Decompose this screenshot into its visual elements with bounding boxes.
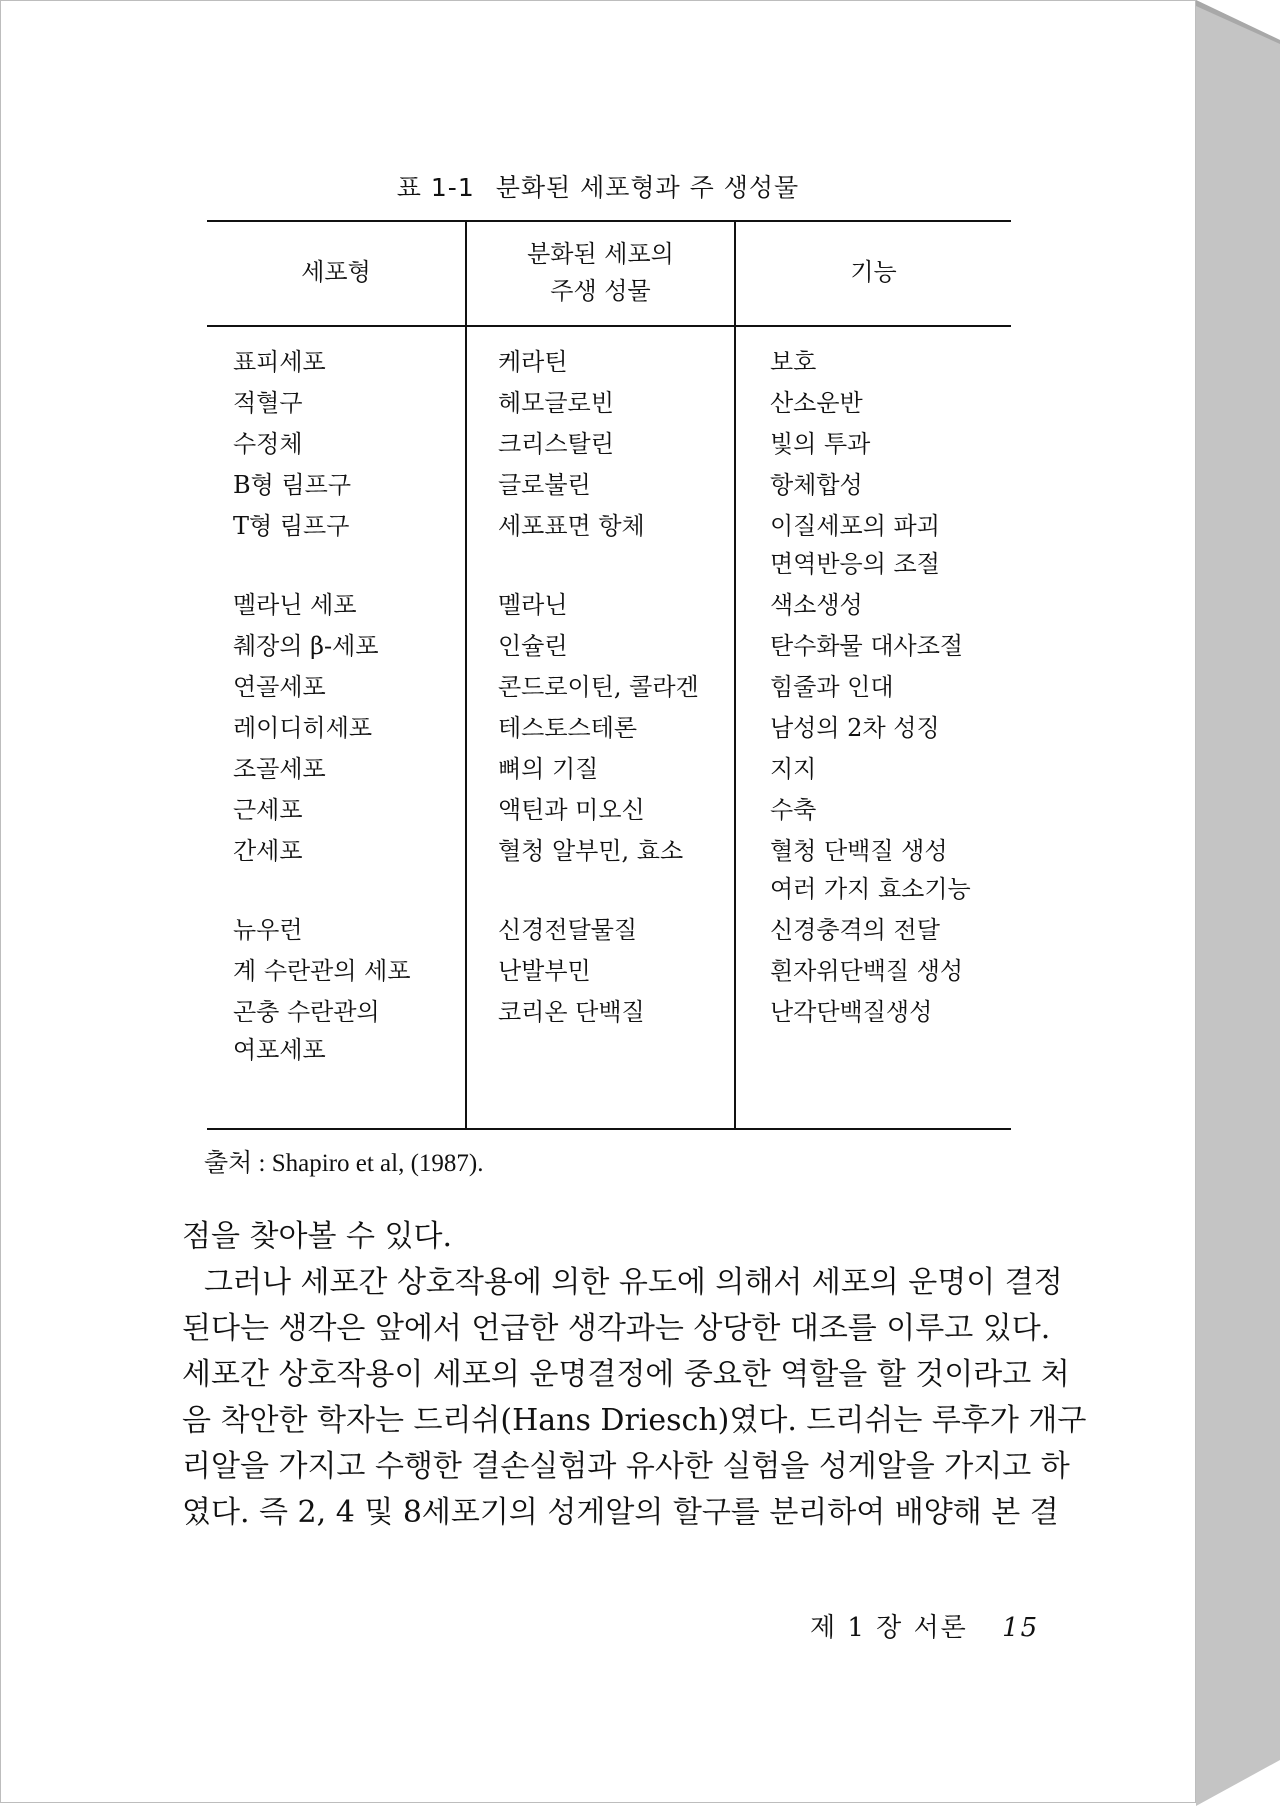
table-caption-number: 표 1-1 — [396, 173, 475, 202]
function-cell-text: 흰자위단백질 생성 — [770, 957, 964, 985]
function-cell-text: 이질세포의 파괴 — [770, 512, 940, 540]
product-cell — [465, 747, 734, 788]
table-row — [207, 706, 1011, 747]
cell-type-cell-text: 곤충 수란관의 — [233, 998, 380, 1026]
function-cell-text: 여러 가지 효소기능 — [770, 875, 971, 903]
header-function-label: 기능 — [850, 258, 897, 286]
product-cell-text: 코리온 단백질 — [498, 998, 645, 1026]
function-cell-text: 힘줄과 인대 — [770, 673, 894, 701]
product-cell — [465, 381, 734, 422]
header-cell-type — [207, 220, 465, 325]
function-cell — [734, 706, 1011, 747]
table-row — [207, 624, 1011, 665]
function-cell-text: 지지 — [770, 755, 817, 783]
cell-type-cell — [207, 949, 465, 990]
product-cell — [465, 504, 734, 545]
function-cell-text: 보호 — [770, 348, 817, 376]
product-cell-text: 액틴과 미오신 — [498, 796, 645, 824]
data-table — [207, 220, 1011, 1131]
cell-type-cell-text: 여포세포 — [233, 1036, 326, 1064]
function-cell — [734, 990, 1011, 1031]
function-cell — [734, 422, 1011, 463]
function-cell-text: 색소생성 — [770, 591, 863, 619]
function-cell — [734, 747, 1011, 788]
cell-type-cell-text: 적혈구 — [233, 389, 303, 417]
cell-type-cell-text: 조골세포 — [233, 755, 326, 783]
cell-type-cell-text: 표피세포 — [233, 348, 326, 376]
table-row — [207, 949, 1011, 990]
cell-type-cell — [207, 665, 465, 706]
function-cell — [734, 340, 1011, 381]
page-footer — [810, 1607, 1039, 1644]
function-cell-text: 남성의 2차 성징 — [770, 714, 940, 742]
product-cell — [465, 706, 734, 747]
product-cell-text: 뼈의 기질 — [498, 755, 599, 783]
cell-type-cell-text: 췌장의 β-세포 — [233, 632, 379, 660]
table-row — [207, 463, 1011, 504]
product-cell-text: 헤모글로빈 — [498, 389, 614, 417]
table-row — [207, 583, 1011, 624]
product-cell — [465, 829, 734, 870]
product-cell — [465, 463, 734, 504]
function-cell-text: 수축 — [770, 796, 817, 824]
cell-type-cell — [207, 422, 465, 463]
running-header-chapter: 제 1 장 서론 — [810, 1613, 968, 1643]
function-cell — [734, 624, 1011, 665]
body-text-line: 점을 찾아볼 수 있다. — [182, 1219, 452, 1254]
function-cell-text: 면역반응의 조절 — [770, 550, 940, 578]
body-text-line: 음 착안한 학자는 드리쉬(Hans Driesch)였다. 드리쉬는 루후가 개구 — [182, 1403, 1087, 1438]
product-cell — [465, 788, 734, 829]
function-cell — [734, 381, 1011, 422]
product-cell — [465, 340, 734, 381]
cell-type-cell — [207, 504, 465, 545]
product-cell-text: 글로불린 — [498, 471, 591, 499]
body-text-line: 된다는 생각은 앞에서 언급한 생각과는 상당한 대조를 이루고 있다. — [182, 1311, 1051, 1346]
function-cell — [734, 504, 1011, 583]
function-cell — [734, 583, 1011, 624]
product-cell — [465, 990, 734, 1031]
header-product-label-2: 주생 성물 — [550, 276, 651, 305]
cell-type-cell — [207, 829, 465, 870]
body-text-line: 였다. 즉 2, 4 및 8세포기의 성게알의 할구를 분리하여 배양해 본 결 — [182, 1495, 1059, 1530]
cell-type-cell-text: T형 림프구 — [233, 512, 350, 540]
table-row — [207, 829, 1011, 908]
table-caption — [0, 168, 1196, 204]
header-cell-type-label: 세포형 — [301, 258, 371, 286]
body-text-line: 그러나 세포간 상호작용에 의한 유도에 의해서 세포의 운명이 결정 — [204, 1265, 1063, 1300]
product-cell-text: 난발부민 — [498, 957, 591, 985]
cell-type-cell-text: 연골세포 — [233, 673, 326, 701]
product-cell-text: 테스토스테론 — [498, 714, 638, 742]
function-cell — [734, 908, 1011, 949]
header-function — [736, 220, 1011, 325]
table-row — [207, 504, 1011, 583]
cell-type-cell — [207, 788, 465, 829]
function-cell-text: 혈청 단백질 생성 — [770, 837, 948, 865]
body-text-line: 리알을 가지고 수행한 결손실험과 유사한 실험을 성게알을 가지고 하 — [182, 1449, 1070, 1484]
function-cell-text: 빛의 투과 — [770, 430, 871, 458]
cell-type-cell-text: 뉴우런 — [233, 916, 303, 944]
table-row — [207, 665, 1011, 706]
function-cell — [734, 829, 1011, 908]
table-row — [207, 340, 1011, 381]
product-cell-text: 혈청 알부민, 효소 — [498, 837, 684, 865]
body-text-line: 세포간 상호작용이 세포의 운명결정에 중요한 역할을 할 것이라고 처 — [182, 1357, 1070, 1392]
cell-type-cell — [207, 706, 465, 747]
cell-type-cell — [207, 908, 465, 949]
cell-type-cell — [207, 381, 465, 422]
function-cell — [734, 788, 1011, 829]
header-product — [467, 220, 734, 325]
function-cell-text: 산소운반 — [770, 389, 863, 417]
function-cell-text: 탄수화물 대사조절 — [770, 632, 964, 660]
cell-type-cell — [207, 340, 465, 381]
product-cell — [465, 908, 734, 949]
table-bottom-rule — [207, 1128, 1011, 1130]
function-cell — [734, 665, 1011, 706]
header-product-label-1: 분화된 세포의 — [527, 239, 674, 268]
product-cell-text: 케라틴 — [498, 348, 568, 376]
table-body — [207, 340, 1011, 1069]
cell-type-cell — [207, 583, 465, 624]
cell-type-cell — [207, 624, 465, 665]
cell-type-cell-text: 근세포 — [233, 796, 303, 824]
product-cell-text: 콘드로이틴, 콜라겐 — [498, 673, 699, 701]
cell-type-cell-text: 멜라닌 세포 — [233, 591, 357, 619]
product-cell-text: 인슐린 — [498, 632, 568, 660]
function-cell-text: 난각단백질생성 — [770, 998, 933, 1026]
product-cell — [465, 422, 734, 463]
body-paragraph — [182, 1214, 1087, 1536]
table-row — [207, 422, 1011, 463]
cell-type-cell — [207, 990, 465, 1069]
product-cell-text: 세포표면 항체 — [498, 512, 645, 540]
table-source-note: 출처 : Shapiro et al, (1987). — [204, 1150, 484, 1177]
table-row — [207, 381, 1011, 422]
table-header-rule — [207, 325, 1011, 327]
cell-type-cell-text: B형 림프구 — [233, 471, 352, 499]
cell-type-cell — [207, 747, 465, 788]
cell-type-cell-text: 간세포 — [233, 837, 303, 865]
function-cell — [734, 949, 1011, 990]
product-cell — [465, 583, 734, 624]
function-cell — [734, 463, 1011, 504]
cell-type-cell-text: 계 수란관의 세포 — [233, 957, 411, 985]
product-cell — [465, 624, 734, 665]
function-cell-text: 신경충격의 전달 — [770, 916, 940, 944]
cell-type-cell — [207, 463, 465, 504]
page-edge-shadow — [1196, 0, 1280, 1806]
table-row — [207, 908, 1011, 949]
function-cell-text: 항체합성 — [770, 471, 863, 499]
table-caption-title: 분화된 세포형과 주 생성물 — [495, 173, 800, 202]
product-cell — [465, 949, 734, 990]
product-cell-text: 멜라닌 — [498, 591, 568, 619]
cell-type-cell-text: 수정체 — [233, 430, 303, 458]
page-number: 15 — [1002, 1613, 1040, 1643]
table-row — [207, 747, 1011, 788]
table-row — [207, 788, 1011, 829]
table-row — [207, 990, 1011, 1069]
product-cell — [465, 665, 734, 706]
cell-type-cell-text: 레이디히세포 — [233, 714, 373, 742]
product-cell-text: 신경전달물질 — [498, 916, 638, 944]
product-cell-text: 크리스탈린 — [498, 430, 614, 458]
